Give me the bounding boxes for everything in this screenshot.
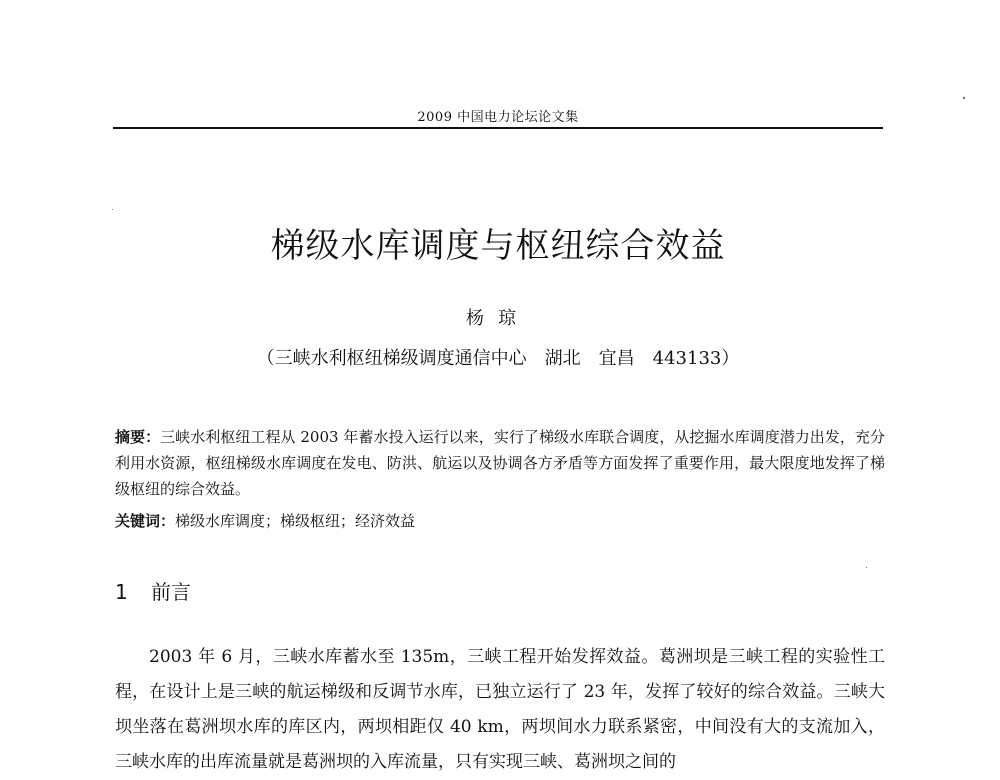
- keywords-label: 关键词：: [115, 512, 176, 530]
- paper-title: 梯级水库调度与枢纽综合效益: [270, 226, 726, 266]
- section-heading: [115, 576, 191, 605]
- author-affiliation: （三峡水利枢纽梯级调度通信中心 湖北 宜昌 443133）: [256, 348, 740, 369]
- author-name: 杨琼: [466, 308, 530, 329]
- header-rule: [113, 127, 883, 129]
- section-number: 1: [115, 580, 128, 604]
- scan-speck: [963, 97, 965, 99]
- running-header: 2009 中国电力论坛论文集: [417, 110, 579, 125]
- abstract: [115, 424, 885, 502]
- section-title: 前言: [151, 580, 191, 604]
- keywords-text: 梯级水库调度；梯级枢纽；经济效益: [175, 512, 416, 530]
- abstract-text: 三峡水利枢纽工程从 2003 年蓄水投入运行以来，实行了梯级水库联合调度，从挖掘水库调度潜力出发，充分利用水资源，枢纽梯级水库调度在发电、防洪、航运以及协调各方矛盾等方面发挥了重要作用，最大限度地发挥了梯级枢纽的综合效益。: [115, 428, 885, 498]
- scan-speck: [866, 567, 867, 568]
- body-paragraph: 2003 年 6 月，三峡水库蓄水至 135m，三峡工程开始发挥效益。葛洲坝是三峡工程的实验性工程，在设计上是三峡的航运梯级和反调节水库，已独立运行了 23 年，发挥了较好的综合效益。三峡大坝坐落在葛洲坝水库的库区内，两坝相距仅 40 km，两坝间水力联系紧密，中间没有大的支流加入，三峡水库的出库流量就是葛洲坝的入库流量，只有实现三峡、葛洲坝之间的: [115, 647, 885, 772]
- keywords: [115, 508, 885, 534]
- scan-speck: [112, 209, 113, 210]
- abstract-label: 摘要：: [115, 428, 161, 446]
